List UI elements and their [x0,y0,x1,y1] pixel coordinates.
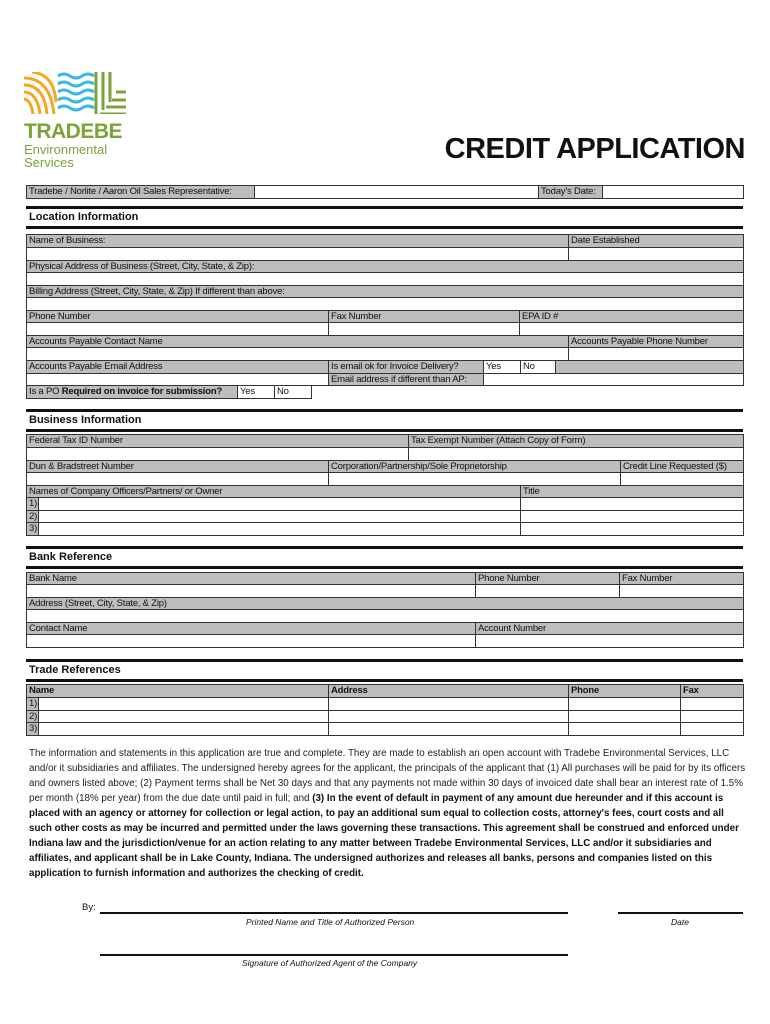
officer-name-input[interactable] [38,497,521,511]
todays-date-label: Today's Date: [538,185,603,199]
tax-exempt-label: Tax Exempt Number (Attach Copy of Form) [408,434,744,448]
fax-number-input[interactable] [328,322,520,336]
trade-name-input[interactable] [38,697,329,711]
officer-row-number: 1) [26,497,39,511]
trade-row-number: 3) [26,722,39,736]
ap-phone-input[interactable] [568,347,744,361]
phone-number-input[interactable] [26,322,329,336]
todays-date-input[interactable] [602,185,744,199]
trade-row-number: 2) [26,710,39,724]
email-ok-label: Is email ok for Invoice Delivery? [328,360,484,374]
trade-address-header: Address [328,684,569,698]
sales-rep-label: Tradebe / Norlite / Aaron Oil Sales Representative: [26,185,255,199]
bank-name-input[interactable] [26,584,476,598]
trade-fax-input[interactable] [680,722,744,736]
email-ok-yes-option[interactable]: Yes [483,360,521,374]
signature-line[interactable] [100,954,568,956]
trade-name-input[interactable] [38,722,329,736]
name-of-business-input[interactable] [26,247,569,261]
ap-contact-label: Accounts Payable Contact Name [26,335,569,348]
page-title: CREDIT APPLICATION [444,133,745,165]
section-divider [26,206,743,209]
officer-name-input[interactable] [38,522,521,536]
trade-row-number: 1) [26,697,39,711]
terms-text: The information and statements in this application are true and complete. They are made to establish an open account with Tradebe Environmental Services, LLC and/or it subsidiaries and affiliates. The undersigned hereby agrees for the applicant, the principals of the applicant that (1) All purchases will be paid for by its officers and owners listed above; (2) Payment terms shall be Net 30 days and that any payments not made within 30 days of invoiced date shall bear an interest rate of 1.5% per month (18% per year) from the due date until paid in full; and [29,748,746,804]
date-line[interactable] [618,912,743,914]
date-established-input[interactable] [568,247,744,261]
bank-account-input[interactable] [475,634,744,648]
bank-account-label: Account Number [475,622,744,635]
trade-phone-input[interactable] [568,697,681,711]
physical-address-input[interactable] [26,272,744,286]
section-divider [26,566,743,569]
printed-name-line[interactable] [100,912,568,914]
bank-contact-input[interactable] [26,634,476,648]
location-heading: Location Information [29,211,139,223]
dun-bradstreet-input[interactable] [26,472,329,486]
officer-title-input[interactable] [520,522,744,536]
printed-name-caption: Printed Name and Title of Authorized Person [246,917,415,927]
dun-bradstreet-label: Dun & Bradstreet Number [26,460,329,473]
ap-email-label: Accounts Payable Email Address [26,360,329,374]
bank-fax-label: Fax Number [619,572,744,585]
ap-contact-input[interactable] [26,347,569,361]
epa-id-label: EPA ID # [519,310,744,323]
section-divider [26,429,743,432]
name-of-business-label: Name of Business: [26,234,569,248]
officer-title-input[interactable] [520,497,744,511]
date-caption: Date [671,917,689,927]
trade-phone-input[interactable] [568,722,681,736]
corporation-type-input[interactable] [328,472,621,486]
billing-address-label: Billing Address (Street, City, State, & Zip) If different than above: [26,285,744,298]
phone-number-label: Phone Number [26,310,329,323]
officer-title-label: Title [520,485,744,498]
po-required-label [26,385,238,399]
section-divider [26,226,743,229]
logo-mark-icon [24,72,126,114]
bank-address-input[interactable] [26,609,744,623]
bank-phone-label: Phone Number [475,572,620,585]
bank-name-label: Bank Name [26,572,476,585]
logo-name: TRADEBE [24,120,123,143]
trade-address-input[interactable] [328,697,569,711]
po-required-text: Required on invoice for submission? [61,386,223,397]
physical-address-label: Physical Address of Business (Street, City, State, & Zip): [26,260,744,273]
signature-caption: Signature of Authorized Agent of the Company [242,958,418,968]
ap-phone-label: Accounts Payable Phone Number [568,335,744,348]
section-divider [26,679,743,682]
section-divider [26,546,743,549]
credit-line-input[interactable] [620,472,744,486]
corporation-type-label: Corporation/Partnership/Sole Proprietorship [328,460,621,473]
by-label: By: [82,902,96,913]
bank-heading: Bank Reference [29,551,113,563]
alt-email-input[interactable] [483,373,744,386]
sales-rep-input[interactable] [254,185,539,199]
po-prefix: Is a PO [29,386,62,397]
trade-phone-header: Phone [568,684,681,698]
section-divider [26,409,743,412]
billing-address-input[interactable] [26,297,744,311]
email-ok-no-option[interactable]: No [520,360,556,374]
trade-heading: Trade References [29,664,121,676]
tax-exempt-input[interactable] [408,447,744,461]
section-divider [26,659,743,662]
officer-row-number: 3) [26,522,39,536]
date-established-label: Date Established [568,234,744,248]
federal-tax-id-input[interactable] [26,447,409,461]
officers-label: Names of Company Officers/Partners/ or Owner [26,485,521,498]
bank-contact-label: Contact Name [26,622,476,635]
trade-name-header: Name [26,684,329,698]
federal-tax-id-label: Federal Tax ID Number [26,434,409,448]
bank-address-label: Address (Street, City, State, & Zip) [26,597,744,610]
trade-address-input[interactable] [328,722,569,736]
trade-fax-input[interactable] [680,697,744,711]
officer-row-number: 2) [26,510,39,524]
terms-paragraph [29,746,747,881]
logo-subtitle-1: Environmental [24,142,108,157]
trade-fax-header: Fax [680,684,744,698]
credit-line-label: Credit Line Requested ($) [620,460,744,473]
email-ok-filler [555,360,744,374]
bank-phone-input[interactable] [475,584,620,598]
bank-fax-input[interactable] [619,584,744,598]
terms-bold-text: (3) In the event of default in payment of any amount due hereunder and if this account is placed with an agency or attorney for collection or legal action, to pay an additional sum equal to collection costs, attorney's fees, court costs and all such other costs as may be incurred and permitted under the laws governing these transactions. This agreement shall be construed and enforced under Indiana law and the jurisdiction/venue for an action relating to any matter between Tradebe Environmental Services, LLC and/or it subsidiaries and affiliates, and applicant shall be in Lake County, Indiana. The undersigned authorizes and releases all banks, persons and companies listed on this application to furnish information and authorizes the checking of credit. [29,793,739,879]
alt-email-label: Email address if different than AP: [328,373,484,386]
po-no-option[interactable]: No [274,385,312,399]
po-yes-option[interactable]: Yes [237,385,275,399]
business-heading: Business Information [29,414,142,426]
logo-subtitle-2: Services [24,155,74,170]
fax-number-label: Fax Number [328,310,520,323]
tradebe-logo [24,72,128,169]
epa-id-input[interactable] [519,322,744,336]
